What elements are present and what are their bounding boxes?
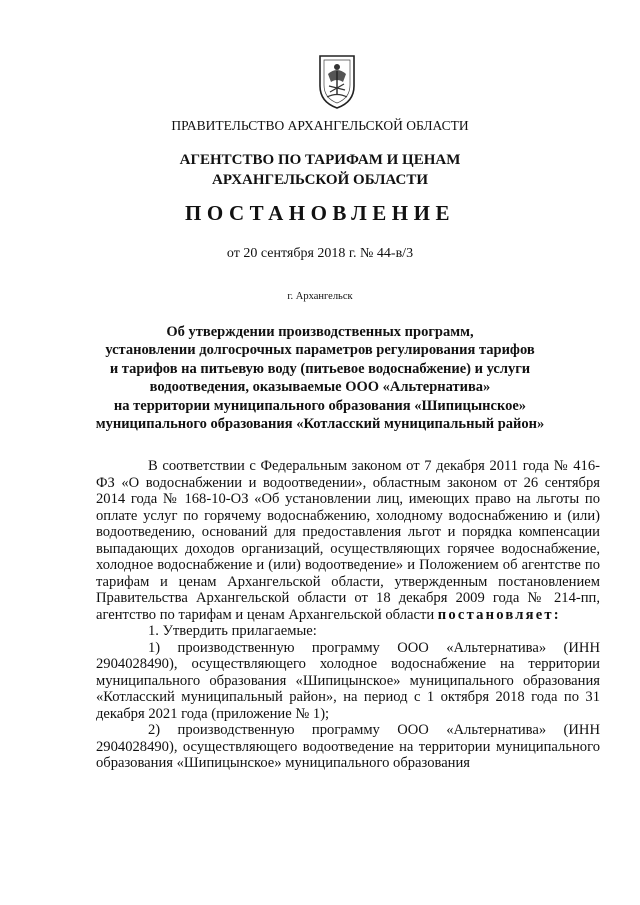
agency-name: [0, 150, 640, 190]
subject-line: муниципального образования «Котласский муниципальный район»: [95, 416, 545, 433]
decrees-word: постановляет:: [437, 606, 561, 623]
document-city: г. Архангельск: [287, 291, 353, 302]
document-type-title: ПОСТАНОВЛЕНИЕ: [185, 201, 455, 225]
item-1-2: 2) производственную программу ООО «Альтернатива» (ИНН 2904028490), осуществляющего водоотведение на территории муниципального образования «Шипицынское» муниципального образования: [96, 722, 600, 771]
subject-line: на территории муниципального образования «Шипицынское»: [113, 397, 527, 414]
preamble-paragraph: [96, 458, 600, 623]
document-subject: [0, 323, 640, 433]
preamble-text: В соответствии с Федеральным законом от 7 декабря 2011 года № 416-ФЗ «О водоснабжении и водоотведении», областным законом от 26 сентября 2014 года № 168-10-ОЗ «Об установлении лиц, имеющих право на льготы по оплате услуг по горячему водоснабжению, холодному водоснабжению и (или) водоотведению, оснований для предоставления льгот и порядка компенсации выпадающих доходов организаций, осуществляющих горячее водоснабжение, холодное водоснабжение и (или) водоотведение» и Положением об агентстве по тарифам и ценам Архангельской области, утвержденным постановлением Правительства Архангельской области от 18 декабря 2009 года № 214-пп, агентство по тарифам и ценам Архангельской области: [96, 458, 600, 623]
document-date-number: от 20 сентября 2018 г. № 44-в/3: [226, 246, 414, 261]
subject-line: Об утверждении производственных программ,: [166, 324, 474, 340]
subject-line: водоотведения, оказываемые ООО «Альтернатива»: [149, 379, 491, 396]
agency-name-line1: АГЕНТСТВО ПО ТАРИФАМ И ЦЕНАМ: [179, 152, 461, 168]
item-1: 1. Утвердить прилагаемые:: [148, 623, 317, 639]
document-body: [96, 458, 600, 772]
subject-line: и тарифов на питьевую воду (питьевое водоснабжение) и услуги: [109, 360, 531, 377]
government-name: ПРАВИТЕЛЬСТВО АРХАНГЕЛЬСКОЙ ОБЛАСТИ: [171, 118, 469, 133]
coat-of-arms-emblem: [316, 52, 358, 110]
agency-name-line2: АРХАНГЕЛЬСКОЙ ОБЛАСТИ: [212, 172, 428, 188]
subject-line: установлении долгосрочных параметров регулирования тарифов: [105, 342, 535, 359]
item-1-1: 1) производственную программу ООО «Альтернатива» (ИНН 2904028490), осуществляющего холодное водоснабжение на территории муниципального образования «Шипицынское» муниципального образования «Котласский муниципальный район», на период с 1 октября 2018 года по 31 декабря 2021 года (приложение № 1);: [96, 639, 600, 722]
